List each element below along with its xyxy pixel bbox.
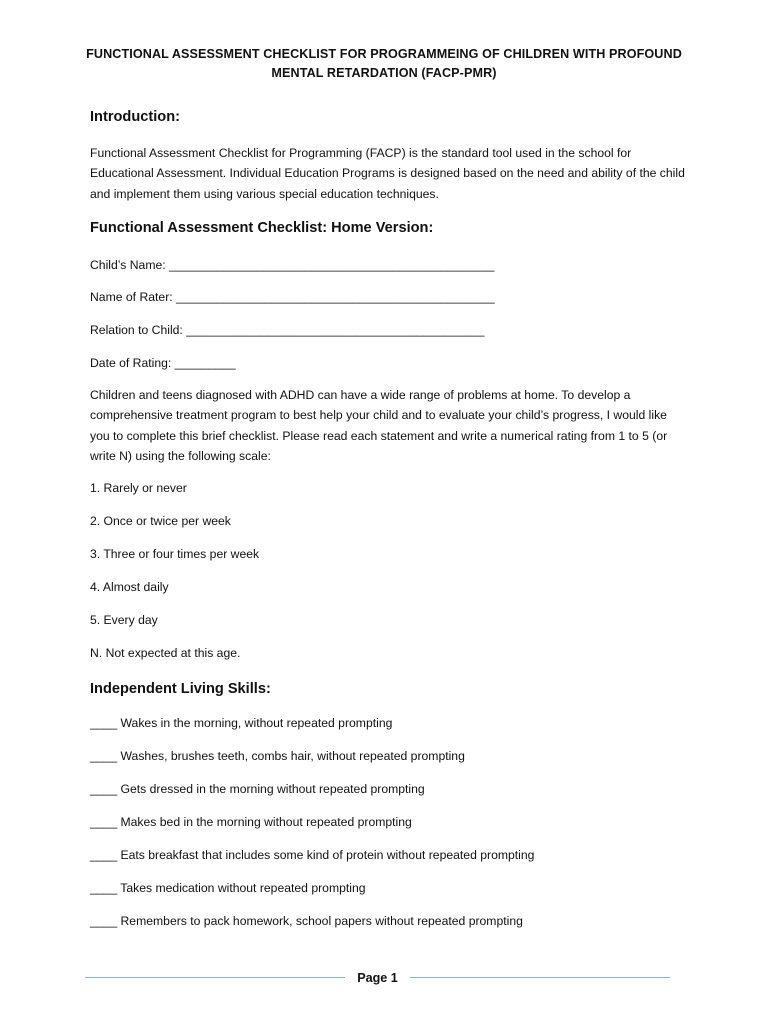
scale-item: 4. Almost daily xyxy=(90,580,169,594)
checklist-item: ____ Takes medication without repeated prompting xyxy=(90,881,366,895)
date-of-rating-field: Date of Rating: _________ xyxy=(90,356,236,370)
relation-field: Relation to Child: ____________________________________________ xyxy=(90,323,485,337)
introduction-paragraph: Functional Assessment Checklist for Programming (FACP) is the standard tool used in the school for Educational Assessment. Individual Education Programs is designed based on the need and ability of the child and implement them using various special education techniques. xyxy=(90,146,685,201)
page-number: Page 1 xyxy=(357,971,398,985)
introduction-heading: Introduction: xyxy=(90,109,180,125)
footer-rule-left xyxy=(85,977,345,978)
checklist-item: ____ Remembers to pack homework, school papers without repeated prompting xyxy=(90,914,523,928)
checklist-item: ____ Gets dressed in the morning without repeated prompting xyxy=(90,782,425,796)
home-version-heading: Functional Assessment Checklist: Home Version: xyxy=(90,220,434,236)
document-title: FUNCTIONAL ASSESSMENT CHECKLIST FOR PROGRAMMEING OF CHILDREN WITH PROFOUND MENTAL RETARDATION (FACP-PMR) xyxy=(86,47,682,80)
checklist-item: ____ Makes bed in the morning without repeated prompting xyxy=(90,815,412,829)
checklist-item: ____ Eats breakfast that includes some kind of protein without repeated prompting xyxy=(90,848,535,862)
footer-rule-right xyxy=(410,977,670,978)
rater-name-field: Name of Rater: _______________________________________________ xyxy=(90,290,495,304)
scale-item: 2. Once or twice per week xyxy=(90,514,231,528)
childs-name-field: Child’s Name: ________________________________________________ xyxy=(90,258,495,272)
checklist-item: ____ Washes, brushes teeth, combs hair, without repeated prompting xyxy=(90,749,465,763)
scale-item: N. Not expected at this age. xyxy=(90,646,241,660)
instructions-paragraph: Children and teens diagnosed with ADHD can have a wide range of problems at home. To develop a comprehensive treatment program to best help your child and to evaluate your child’s progress, I would like you to complete this brief checklist. Please read each statement and write a numerical rating from 1 to 5 (or write N) using the following scale: xyxy=(90,388,668,463)
independent-living-heading: Independent Living Skills: xyxy=(90,681,271,697)
scale-item: 1. Rarely or never xyxy=(90,481,187,495)
scale-item: 3. Three or four times per week xyxy=(90,547,260,561)
checklist-item: ____ Wakes in the morning, without repeated prompting xyxy=(90,716,393,730)
scale-item: 5. Every day xyxy=(90,613,158,627)
